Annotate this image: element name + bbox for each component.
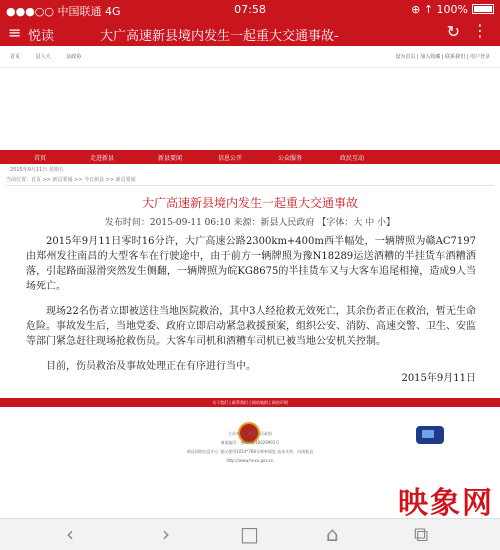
footer-links[interactable]: 关于我们 | 联系我们 | 网站地图 | 网站声明: [0, 398, 500, 407]
tabs-icon[interactable]: ⧉: [414, 522, 429, 546]
article-date: 2015年9月11日: [401, 373, 476, 384]
footer-line: 备案编号：豫ICP备16029991号: [220, 440, 280, 445]
date-line: 2015年9月11日 星期五: [10, 167, 64, 173]
web-content[interactable]: [0, 46, 500, 518]
article-paragraph: 目前，伤员救治及事故处理正在有序进行当中。: [46, 361, 256, 372]
police-badge-icon[interactable]: [416, 426, 444, 444]
nav-item-about[interactable]: 走进新县: [90, 155, 115, 162]
top-links-bar: [0, 46, 500, 68]
nav-item-interaction[interactable]: 政民互动: [340, 155, 365, 162]
footer-line: http://www.hnxx.gov.cn: [226, 458, 274, 463]
app-name[interactable]: 悦读: [28, 29, 55, 44]
home-icon[interactable]: ⌂: [326, 522, 339, 546]
watermark-brand: 映象网: [398, 486, 494, 518]
nav-item-disclosure[interactable]: 信息公开: [218, 155, 243, 162]
battery-icon: [472, 4, 494, 14]
article-meta: 发布时间：2015-09-11 06:10 来源：新县人民政府 【字体：大 中 小】: [104, 218, 396, 228]
footer-info: [120, 430, 380, 466]
refresh-icon[interactable]: ↻: [446, 22, 460, 41]
watermark: [382, 478, 494, 518]
toplink-cppcc[interactable]: 县政协: [66, 54, 82, 60]
carrier-text: ●●●○○ 中国联通: [6, 5, 102, 18]
nav-item-news[interactable]: 新县要闻: [158, 155, 183, 162]
menu-square-icon[interactable]: □: [240, 522, 259, 546]
article-title: 大广高速新县境内发生一起重大交通事故: [141, 196, 358, 210]
breadcrumb[interactable]: 当前位置：首页 >> 新县要闻 >> 今日新县 >> 新县要闻: [6, 176, 494, 186]
more-options-icon[interactable]: ⋮: [472, 21, 488, 40]
footer-line: 新县网络信息中心 建议使用1024*768分辨率浏览 技术支持：河南新县: [186, 449, 314, 454]
back-icon[interactable]: ‹: [66, 522, 74, 546]
page-title: 大广高速新县境内发生一起重大交通事故-: [100, 29, 339, 44]
status-bar: [0, 0, 500, 20]
nav-item-services[interactable]: 公众服务: [278, 155, 303, 162]
status-indicators: ⊕ ↑ 100%: [411, 3, 468, 16]
network-type: 4G: [105, 5, 121, 18]
footer-line: 主办单位：新县人民政府: [228, 431, 272, 436]
menu-icon[interactable]: ≡: [8, 23, 22, 42]
browser-bottom-bar: [0, 518, 500, 550]
article-paragraph: 现场22名伤者立即被送往当地医院救治，其中3人经抢救无效死亡，其余伤者正在救治，暂无生命危险。事故发生后，当地党委、政府立即启动紧急救援预案，组织公安、消防、高速交警、卫生、安监等部门紧急赶往现场抢救伤员。大客车司机和酒糟车司机已被当地公安机关控制。: [26, 306, 476, 347]
article-body: [26, 234, 476, 384]
toplink-npc[interactable]: 县人大: [35, 54, 51, 60]
app-header: [0, 20, 500, 46]
article-paragraph: 2015年9月11日零时16分许，大广高速公路2300km+400m西半幅处，一辆牌照为赣AC7197由郑州发往南昌的大型客车在行驶途中，由于前方一辆牌照为豫N18289运送酒糟的半挂货车酒糟洒落，引起路面湿滑突然发生侧翻，一辆牌照为皖KG8675的半挂货车又与大客车追尾相撞，造成9人当场死亡。: [26, 236, 476, 292]
nav-item-home[interactable]: 首页: [34, 155, 47, 162]
clock: 07:58: [234, 3, 266, 16]
forward-icon[interactable]: ›: [162, 522, 170, 546]
toplinks-right[interactable]: 设为首页 | 加入收藏 | 联系我们 | 用户登录: [395, 54, 490, 60]
toplink-home[interactable]: 首页: [10, 54, 21, 60]
site-banner: [0, 68, 500, 148]
main-nav: [0, 150, 500, 164]
